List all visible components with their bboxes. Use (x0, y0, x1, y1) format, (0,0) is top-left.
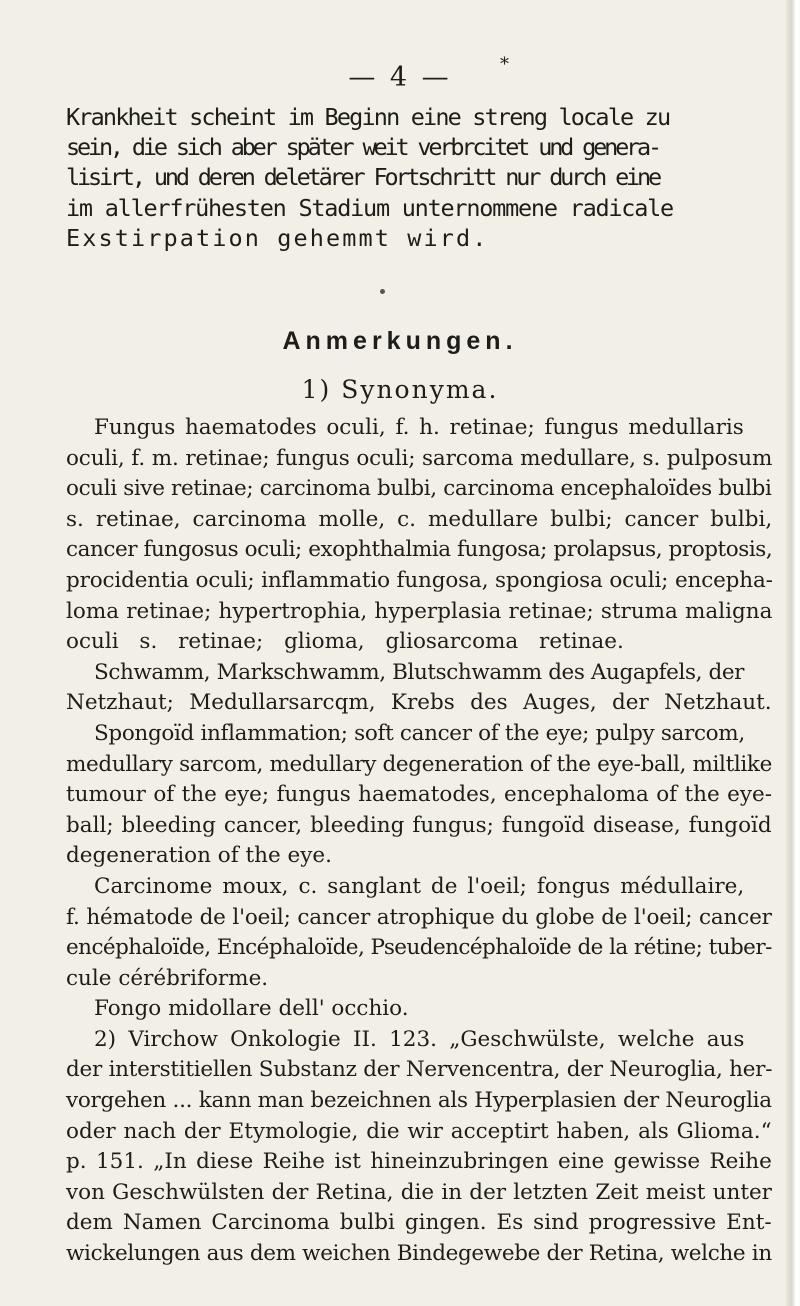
intro-line: sein, die sich aber später weit verbrcitet und genera- (66, 133, 660, 162)
section-heading: Anmerkungen. (282, 327, 518, 355)
intro-line: Krankheit scheint im Beginn eine streng locale zu (66, 103, 670, 131)
text-line: oculi, f. m. retinae; fungus oculi; sarcoma medullare, s. pulposum (66, 445, 773, 471)
intro-paragraph (66, 102, 772, 253)
notes-body (66, 413, 772, 1270)
intro-line: im allerfrühesten Stadium unternommene radicale (66, 193, 673, 222)
text-line: der interstitiellen Substanz der Nervencentra, der Neuroglia, her- (66, 1057, 773, 1083)
text-line: cancer fungosus oculi; exophthalmia fungosa; prolapsus, proptosis, (66, 537, 773, 563)
text-line: tumour of the eye; fungus haematodes, encephaloma of the eye- (66, 782, 772, 808)
text-line: von Geschwülsten der Retina, die in der letzten Zeit meist unter (66, 1179, 772, 1205)
text-line: ball; bleeding cancer, bleeding fungus; fungoïd disease, fungoïd (66, 812, 772, 838)
ink-speck (380, 289, 385, 294)
page-edge (786, 0, 800, 1306)
intro-line: Exstirpation gehemmt wird. (66, 223, 489, 252)
text-line: Fongo midollare dell' occhio. (94, 996, 409, 1022)
text-line: wickelungen aus dem weichen Bindegewebe der Retina, welche in (66, 1241, 772, 1267)
printer-mark: * (500, 54, 512, 75)
text-line: Fungus haematodes oculi, f. h. retinae; fungus medullaris (94, 415, 744, 440)
text-line: vorgehen ... kann man bezeichnen als Hyperplasien der Neuroglia (66, 1088, 772, 1114)
page-number-line (0, 54, 800, 93)
text-line: cule cérébriforme. (66, 965, 269, 991)
text-line: Netzhaut; Medullarsarcqm, Krebs des Auges, der Netzhaut. (66, 690, 772, 716)
text-line: medullary sarcom, medullary degeneration of the eye-ball, miltlike (66, 751, 772, 777)
intro-line: lisirt, und deren deletärer Fortschritt nur durch eine (66, 163, 660, 192)
text-line: oder nach der Etymologie, die wir acceptirt haben, als Glioma.“ (66, 1118, 772, 1144)
text-line: oculi sive retinae; carcinoma bulbi, carcinoma encephaloïdes bulbi (66, 476, 772, 502)
text-line: p. 151. „In diese Reihe ist hineinzubringen eine gewisse Reihe (66, 1149, 772, 1175)
text-line: 2) Virchow Onkologie II. 123. „Geschwülste, welche aus (94, 1026, 745, 1052)
text-line: Schwamm, Markschwamm, Blutschwamm des Augapfels, der (94, 659, 745, 685)
text-line: degeneration of the eye. (66, 843, 332, 869)
text-line: oculi s. retinae; glioma, gliosarcoma retinae. (66, 629, 624, 655)
text-line: encéphaloïde, Encéphaloïde, Pseudencéphaloïde de la rétine; tuber- (66, 935, 772, 961)
text-line: s. retinae, carcinoma molle, c. medullare bulbi; cancer bulbi, (66, 506, 773, 532)
text-line: f. hématode de l'oeil; cancer atrophique du globe de l'oeil; cancer (66, 904, 772, 930)
subsection-heading: 1) Synonyma. (301, 375, 499, 404)
text-line: dem Namen Carcinoma bulbi gingen. Es sind progressive Ent- (66, 1210, 772, 1236)
text-line: Spongoïd inflammation; soft cancer of the eye; pulpy sarcom, (94, 720, 745, 746)
page-number: — 4 — (348, 62, 452, 93)
text-line: Carcinome moux, c. sanglant de l'oeil; fongus médullaire, (94, 873, 745, 899)
text-line: loma retinae; hypertrophia, hyperplasia retinae; struma maligna (66, 598, 773, 624)
text-line: procidentia oculi; inflammatio fungosa, spongiosa oculi; encepha- (66, 567, 773, 593)
